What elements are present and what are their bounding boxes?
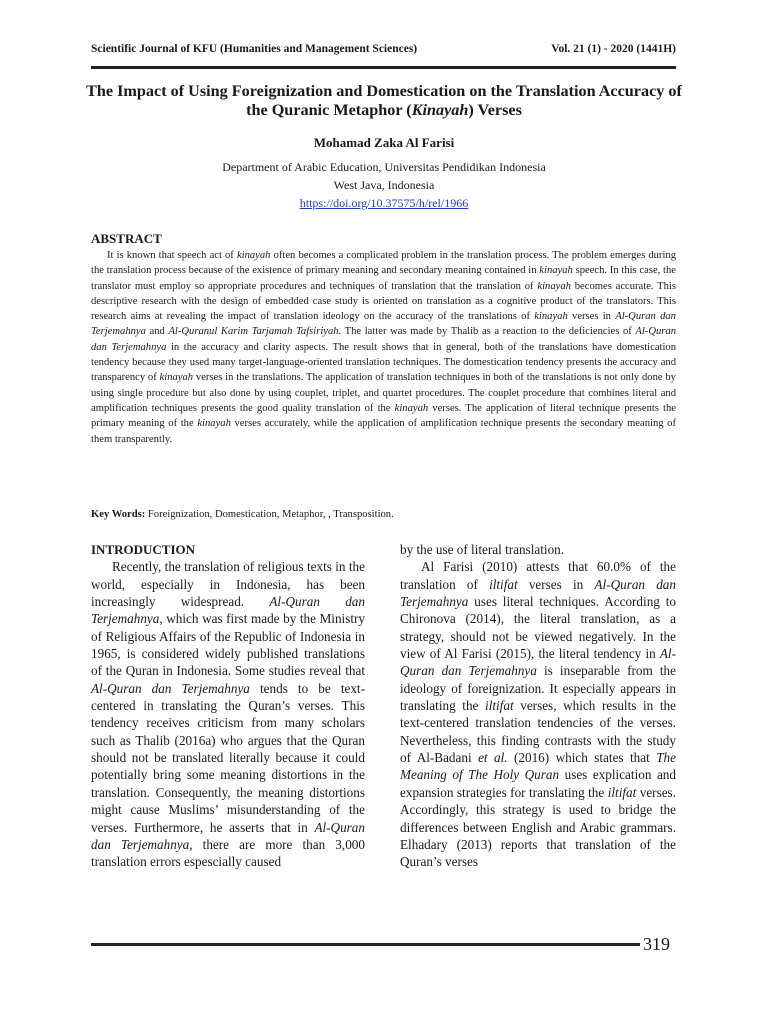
title-text: The Impact of Using Foreignization and Domestication on the Translation Accuracy of the Quranic Metaphor ( <box>86 82 682 119</box>
body-paragraph-continued: by the use of literal translation. <box>400 542 565 557</box>
footer-rule <box>91 943 640 946</box>
header-rule <box>91 66 676 69</box>
location: West Java, Indonesia <box>333 178 435 192</box>
abstract-body: It is known that speech act of kinayah often becomes a complicated problem in the translation process. The problem emerges during the translation process because of the existence of primary meaning and secondary meaning contained in kinayah speech. In this case, the translator must employ so appropriate procedures and techniques of translation that the translation of kinayah becomes accurate. This descriptive research with the design of embedded case study is oriented on translation as a cognitive product of the translators. This research aims at revealing the impact of translation ideology on the accuracy of the translations of kinayah verses in Al-Quran dan Terjemahnya and Al-Quranul Karim Tarjamah Tafsiriyah. The latter was made by Thalib as a reaction to the deficiencies of Al-Quran dan Terjemahnya in the accuracy and clarity aspects. The result shows that in general, both of the translations have domestication tendency because they used many target-language-oriented translation techniques. The domestication tendency presents the accuracy and transparency of kinayah verses in the translations. The application of translation techniques in both of the translations is not only done by using single procedure but also done by using couplet, triplet, and quartet procedures. The couplet procedure that combines literal and amplification techniques presents the good quality translation of the kinayah verses. The application of literal technique presents the primary meaning of the kinayah verses accurately, while the application of amplification technique presents the secondary meaning of them transparently. <box>91 250 677 445</box>
article-title <box>80 82 688 120</box>
affiliation <box>80 158 688 212</box>
page-number: 319 <box>643 934 670 954</box>
doi-link[interactable]: https://doi.org/10.37575/h/rel/1966 <box>299 196 469 210</box>
body-paragraph: Recently, the translation of religious texts in the world, especially in Indonesia, has been increasingly widespread. Al-Quran dan Terjemahnya, which was first made by the Ministry of Religious Affairs of the Republic of Indonesia in 1965, is considered widely published translations of the Quran in Indonesia. Some studies reveal that Al-Quran dan Terjemahnya tends to be text-centered in translating the Quran’s verses. This tendency receives criticism from many scholars such as Thalib (2016a) who argues that the Quran should not be translated literally because it could potentially bring some meaning distortions in the translation. Consequently, the meaning distortions might cause Muslims’ misunderstanding of the verses. Furthermore, he asserts that in Al-Quran dan Terjemahnya, there are more than 3,000 translation errors espescially caused <box>91 559 365 870</box>
author-name: Mohamad Zaka Al Farisi <box>313 135 455 150</box>
section-heading-introduction: INTRODUCTION <box>91 542 196 557</box>
title-italic: Kinayah <box>411 101 469 119</box>
department: Department of Arabic Education, Universitas Pendidikan Indonesia <box>222 160 546 174</box>
keywords-text: Foreignization, Domestication, Metaphor, , Transposition. <box>145 509 394 520</box>
body-column-left <box>91 541 365 871</box>
title-text-end: ) Verses <box>468 101 522 119</box>
journal-name: Scientific Journal of KFU (Humanities and Management Sciences) <box>91 43 418 55</box>
body-column-right <box>400 541 676 871</box>
volume-info: Vol. 21 (1) - 2020 (1441H) <box>551 43 676 55</box>
keywords <box>91 509 676 520</box>
keywords-label: Key Words: <box>91 509 146 520</box>
abstract-heading: ABSTRACT <box>91 231 162 246</box>
body-paragraph: Al Farisi (2010) attests that 60.0% of the translation of iltifat verses in Al-Quran dan Terjemahnya uses literal techniques. According to Chironova (2014), the literal translation, as a strategy, should not be viewed negatively. In the view of Al Farisi (2015), the literal tendency in Al-Quran dan Terjemahnya is inseparable from the ideology of foreignization. It especially appears in translating the iltifat verses, which results in the text-centered translation tendencies of the verses. Nevertheless, this finding contrasts with the study of Al-Badani et al. (2016) which states that The Meaning of The Holy Quran uses explication and expansion strategies for translating the iltifat verses. Accordingly, this strategy is used to bridge the differences between English and Arabic grammars. Elhadary (2013) reports that translation of the Quran’s verses <box>400 559 677 870</box>
